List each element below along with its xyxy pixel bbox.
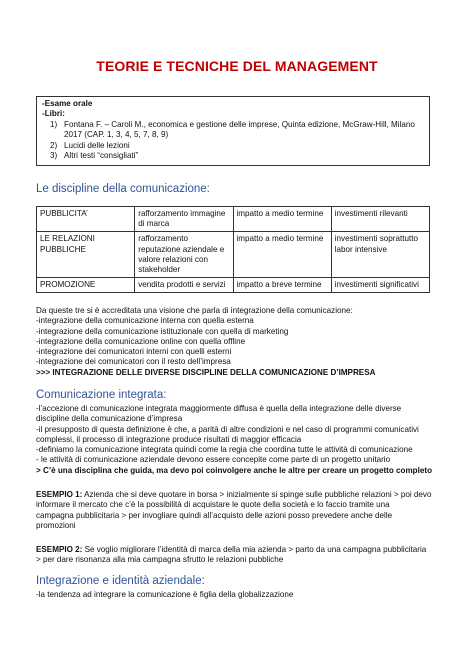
table-row	[37, 207, 430, 232]
text-line: campagna pubblicitaria > per invogliare quindi all’acquisto delle azioni posso prevedere anche delle	[36, 510, 393, 520]
example-2	[36, 545, 436, 566]
example-1	[36, 490, 436, 531]
section-heading-identita: Integrazione e identità aziendale:	[36, 575, 205, 587]
text-line-bold: > C’è una disciplina che guida, ma devo poi coinvolgere anche le altre per creare un progetto completo	[36, 465, 433, 475]
table-cell: investimenti significativi	[331, 278, 429, 293]
table-row	[37, 278, 430, 293]
text-line: discipline della comunicazione d’impresa	[36, 414, 183, 424]
disciplines-table	[36, 206, 430, 293]
list-item: 3) Altri testi “consigliati”	[50, 151, 139, 161]
document-title: TEORIE E TECNICHE DEL MANAGEMENT	[96, 58, 378, 74]
text-line: -integrazione dei comunicatori interni con quelli esterni	[36, 347, 232, 357]
identita-paragraph	[36, 590, 436, 600]
text-line: -integrazione della comunicazione online con quella offline	[36, 336, 246, 346]
text-line: Azienda che si deve quotare in borsa > inizialmente si spinge sulle pubbliche relazioni > poi devo	[82, 490, 432, 499]
text-line-bold: >>> INTEGRAZIONE DELLE DIVERSE DISCIPLINE DELLA COMUNICAZIONE D’IMPRESA	[36, 367, 376, 377]
integrata-paragraph	[36, 404, 436, 476]
text-line: -l’accezione di comunicazione integrata maggiormente diffusa è quella della integrazione delle diverse	[36, 404, 402, 413]
table-cell: rafforzamento reputazione aziendale e valore relazioni con stakeholder	[135, 232, 233, 278]
text-line: promozioni	[36, 520, 76, 530]
book-list	[42, 120, 424, 162]
table-cell: impatto a breve termine	[233, 278, 331, 293]
list-item: 2) Lucidi delle lezioni	[50, 140, 130, 150]
table-cell: LE RELAZIONI PUBBLICHE	[37, 232, 135, 278]
table-cell: rafforzamento immagine di marca	[135, 207, 233, 232]
exam-info-box	[36, 96, 430, 166]
table-cell: PROMOZIONE	[37, 278, 135, 293]
list-item: 1) Fontana F. – Caroli M., economica e gestione delle imprese, Quinta edizione, McGraw-Hill, Milano 2017 (CAP. 1, 3, 4, 5, 7, 8, 9)	[50, 119, 415, 140]
table-cell: investimenti rilevanti	[331, 207, 429, 232]
text-line: Se voglio migliorare l’identità di marca della mia azienda > parto da una campagna pubblicitaria	[82, 545, 427, 554]
text-line: Da queste tre si è accreditata una visione che parla di integrazione della comunicazione:	[36, 306, 353, 315]
table-cell: impatto a medio termine	[233, 232, 331, 278]
text-line: -integrazione della comunicazione istituzionale con quella di marketing	[36, 326, 289, 336]
text-line: - le attività di comunicazione aziendale devono essere concepite come parte di un progetto unitario	[36, 455, 391, 465]
text-line: > per dare risonanza alla mia campagna sfrutto le relazioni pubbliche	[36, 555, 284, 565]
section-heading-integrata: Comunicazione integrata:	[36, 389, 167, 401]
table-cell: investimenti soprattutto labor intensive	[331, 232, 429, 278]
text-line: -integrazione della comunicazione interna con quella esterna	[36, 316, 254, 326]
text-line: -integrazione dei comunicatori con il resto dell’impresa	[36, 357, 231, 367]
section-heading-discipline: Le discipline della comunicazione:	[36, 183, 210, 195]
text-line: -il presupposto di questa definizione è che, a parità di altre condizioni e nel caso di programmi comunicativi	[36, 424, 419, 434]
table-row	[37, 232, 430, 278]
table-cell: vendita prodotti e servizi	[135, 278, 233, 293]
example-label: ESEMPIO 2:	[36, 545, 83, 554]
text-line: informare il mercato che c’è la possibilità di acquistare le quote della società e lo faccio tramite una	[36, 500, 390, 510]
table-cell: PUBBLICITA’	[37, 207, 135, 232]
text-line: complessi, il processo di integrazione produce risultati di maggior efficacia	[36, 434, 302, 444]
table-cell: impatto a medio termine	[233, 207, 331, 232]
text-line: -definiamo la comunicazione integrata quindi come la regia che coordina tutte le attività di comunicazione	[36, 445, 413, 455]
example-label: ESEMPIO 1:	[36, 490, 83, 499]
exam-type: -Esame orale	[42, 99, 93, 108]
text-line: -la tendenza ad integrare la comunicazione è figlia della globalizzazione	[36, 590, 294, 599]
books-label: -Libri:	[42, 109, 65, 119]
integration-intro	[36, 306, 436, 378]
